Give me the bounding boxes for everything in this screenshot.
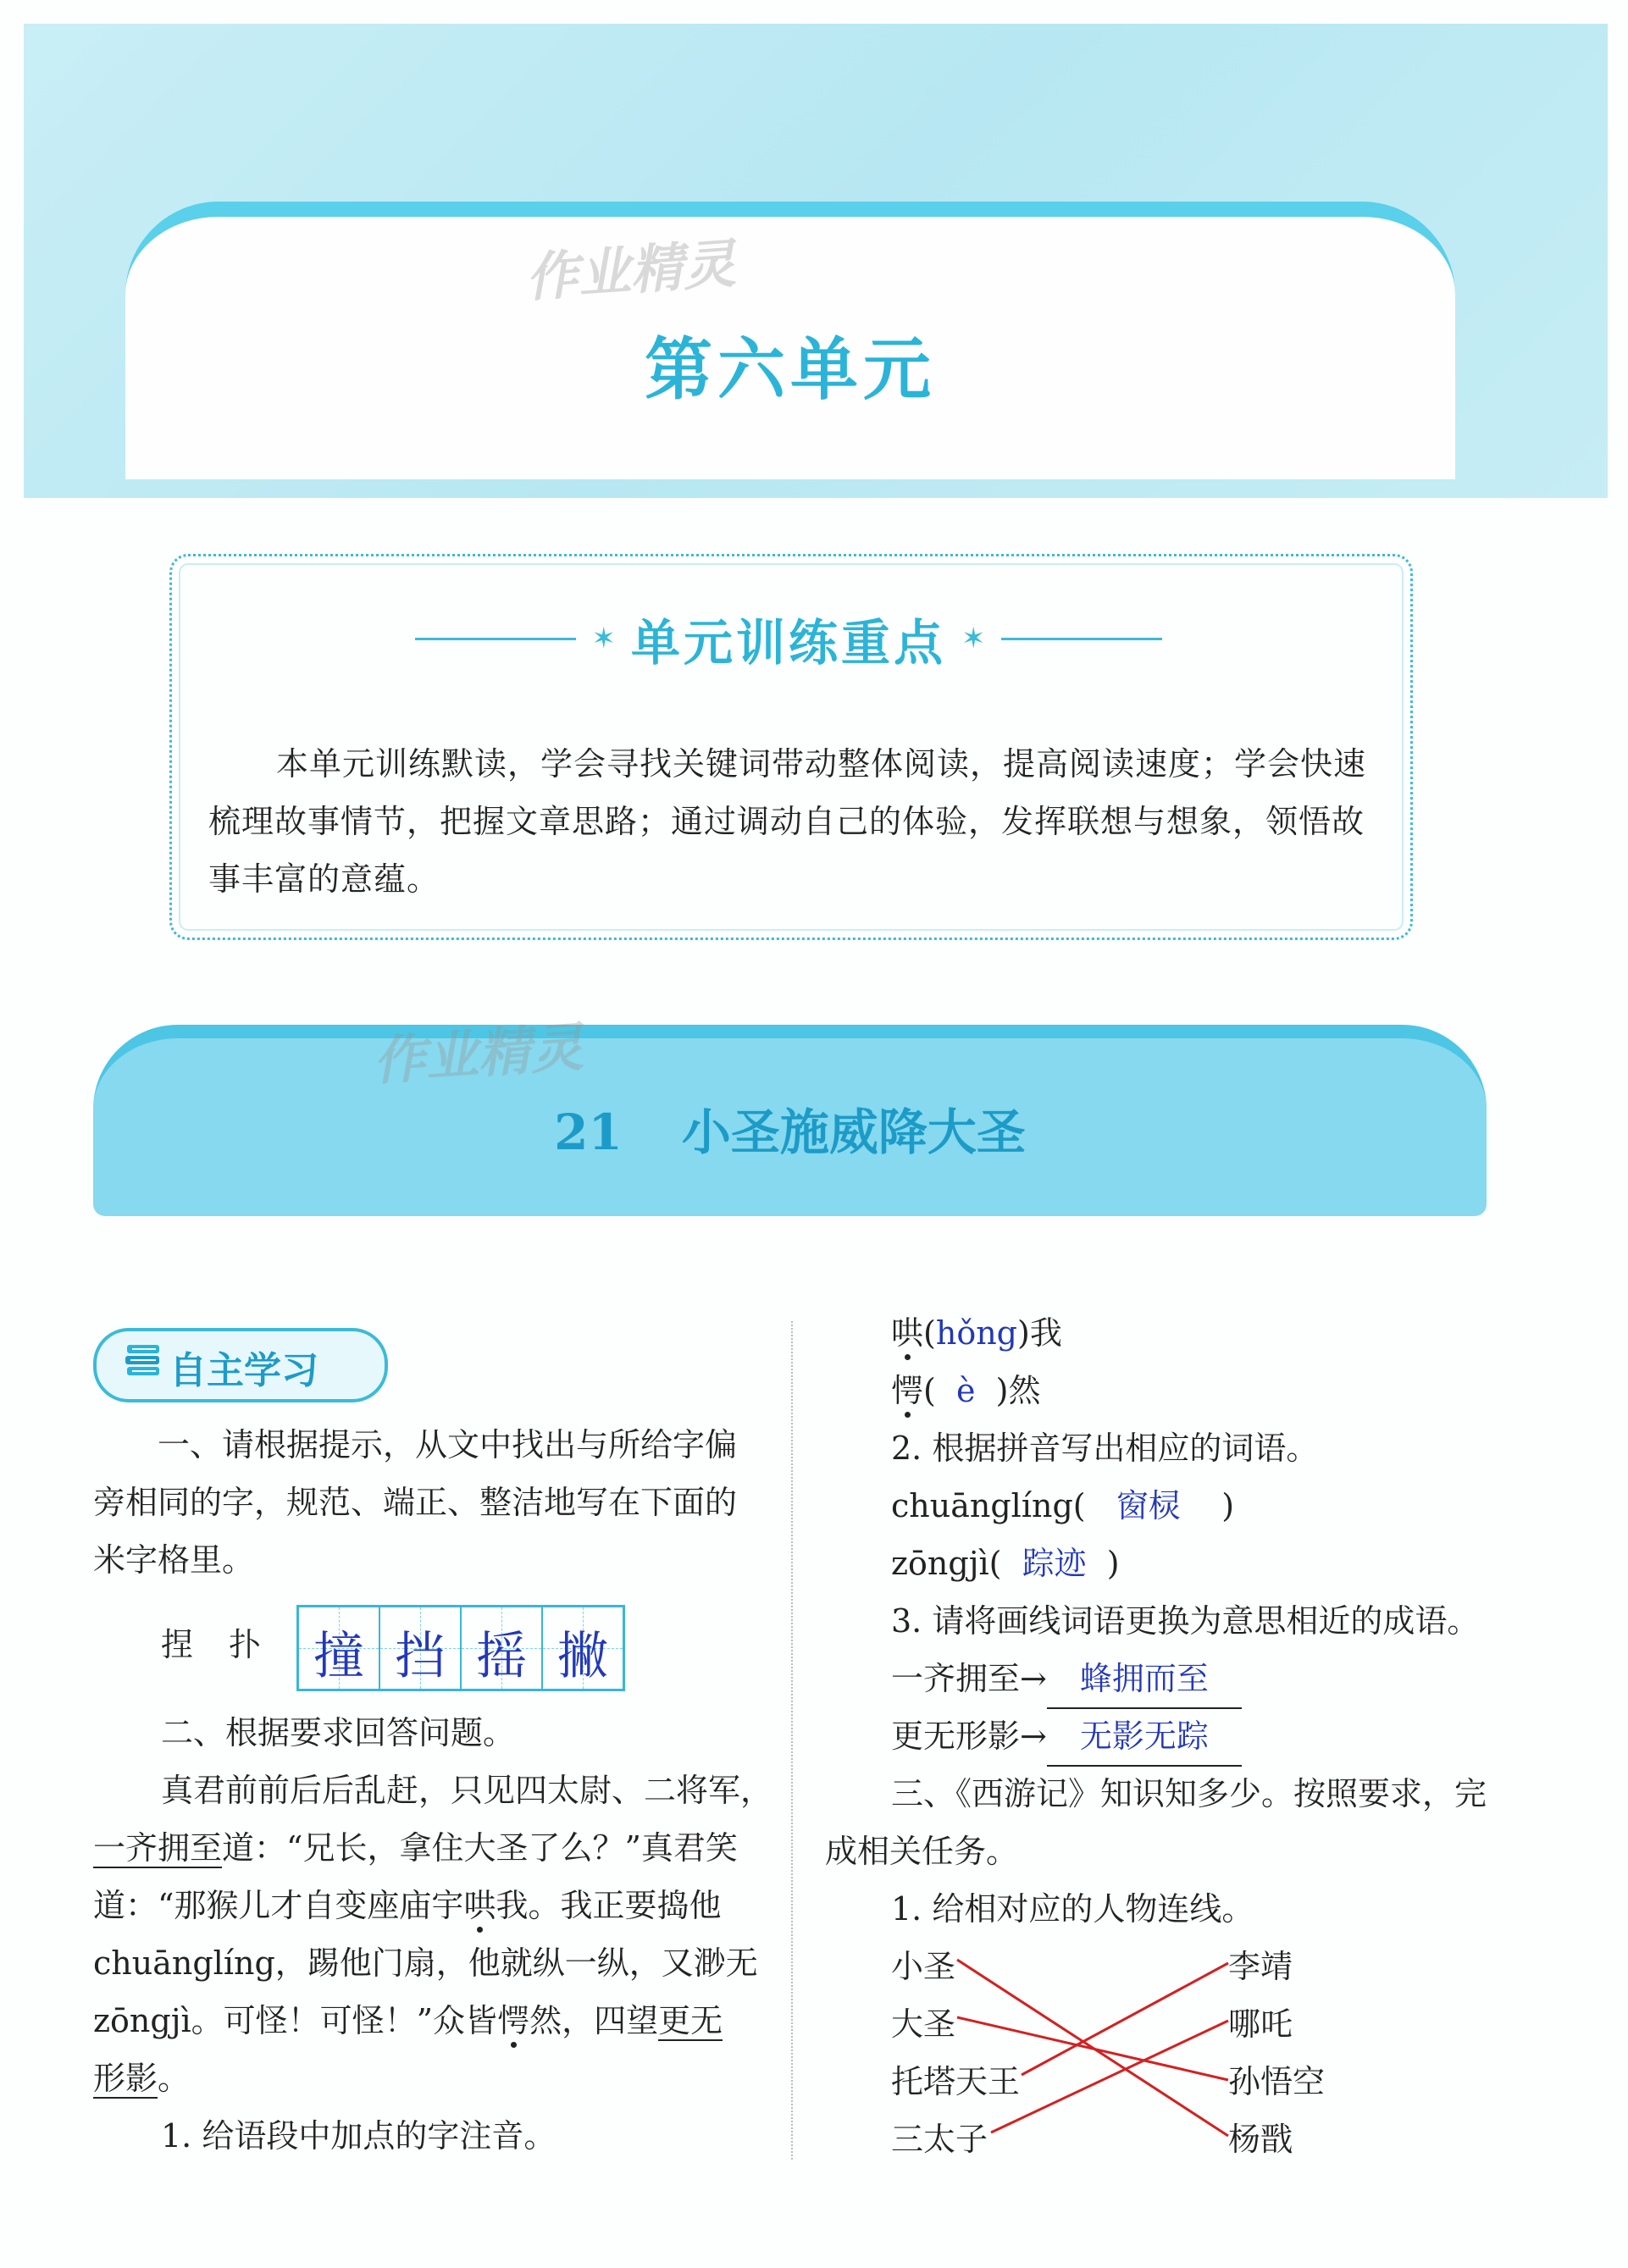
word-answer-line: chuānglíng( 窗棂 ) <box>891 1487 1235 1524</box>
sub-question-1: 1. 给语段中加点的字注音。 <box>161 2117 557 2155</box>
lesson-number: 21 <box>554 1104 623 1161</box>
passage-text: 然，四望 <box>529 2002 659 2039</box>
pinyin-answer: hǒng <box>935 1314 1017 1352</box>
pinyin-tail: 我 <box>1029 1314 1062 1352</box>
match-line <box>991 2021 1228 2132</box>
underlined-phrase: 形影 <box>93 2060 158 2097</box>
dotted-char: 哄 <box>891 1314 924 1352</box>
section-badge-label: 自主学习 <box>169 1349 318 1392</box>
passage-text: 。 <box>158 2060 191 2097</box>
key-points-paragraph: 本单元训练默读，学会寻找关键词带动整体阅读，提高阅读速度；学会快速梳理故事情节，把握文章思路；通过调动自己的体验，发挥联想与想象，领悟故事丰富的意蕴。 <box>208 745 1367 898</box>
passage-line <box>93 1877 721 1934</box>
key-points-title: 单元训练重点 <box>630 614 946 672</box>
idiom-phrase: 一齐拥至 <box>891 1660 1021 1697</box>
dotted-char: 愕 <box>497 2002 530 2039</box>
idiom-phrase: 更无形影 <box>891 1718 1021 1755</box>
idiom-answer: 蜂拥而至 <box>1047 1650 1242 1709</box>
pinyin-answer-line: 哄(hǒng)我 <box>891 1314 1062 1352</box>
dotted-char: 愕 <box>891 1372 924 1409</box>
sub-question-connect: 1. 给相对应的人物连线。 <box>891 1890 1254 1928</box>
match-line <box>1022 1963 1228 2075</box>
sub-question-3: 3. 请将画线词语更换为意思相近的成语。 <box>891 1602 1480 1640</box>
pinyin-prompt: chuānglíng <box>891 1487 1073 1524</box>
lesson-name: 小圣施威降大圣 <box>681 1104 1026 1161</box>
grid-answer: 撇 <box>557 1627 608 1686</box>
grid-cell <box>462 1607 543 1689</box>
right-character-name: 杨戬 <box>1228 2121 1293 2158</box>
pinyin-tail: 然 <box>1008 1372 1041 1409</box>
arrow-icon: → <box>1020 1718 1047 1755</box>
right-character-name: 孙悟空 <box>1228 2063 1326 2100</box>
pinyin-answer-line: 愕( è )然 <box>891 1372 1041 1409</box>
underlined-phrase: 更无 <box>658 2002 723 2039</box>
column-divider <box>791 1321 793 2160</box>
watermark: 作业精灵 <box>523 232 738 309</box>
sub-question-2: 2. 根据拼音写出相应的词语。 <box>891 1430 1319 1467</box>
passage-text: 道：“兄长，拿住大圣了么？”真君笑 <box>222 1829 738 1867</box>
heading-rule-right <box>1001 638 1162 640</box>
given-char: 扑 <box>229 1626 262 1663</box>
mizi-grid <box>296 1605 625 1691</box>
question-3: 三、《西游记》知识知多少。按照要求，完成相关任务。 <box>825 1775 1487 1870</box>
match-line <box>957 2017 1228 2080</box>
passage-line: chuānglíng，踢他门扇，他就纵一纵，又渺无 <box>93 1944 758 1982</box>
dotted-char: 哄 <box>463 1887 496 1924</box>
grid-answer: 撞 <box>313 1627 364 1686</box>
grid-answer: 摇 <box>476 1627 527 1686</box>
passage-line <box>93 2049 190 2107</box>
left-character-name: 大圣 <box>891 2005 956 2043</box>
lesson-title <box>93 1093 1487 1164</box>
grid-answer: 挡 <box>395 1627 446 1686</box>
left-character-name: 三太子 <box>891 2121 988 2158</box>
right-character-name: 李靖 <box>1228 1948 1293 1985</box>
question-2: 二、根据要求回答问题。 <box>161 1714 516 1751</box>
star-icon: ✶ <box>961 622 986 656</box>
word-answer-line: zōngjì( 踪迹 ) <box>891 1545 1120 1582</box>
right-character-name: 哪吒 <box>1228 2005 1293 2043</box>
passage-text: 道：“那猴儿才自变座庙宇 <box>93 1887 464 1924</box>
given-char: 捏 <box>161 1626 194 1663</box>
idiom-answer-line <box>891 1650 1242 1709</box>
passage-text: zōngjì。可怪！可怪！”众皆 <box>93 2002 498 2039</box>
passage-line <box>93 1819 738 1877</box>
left-character-name: 托塔天王 <box>891 2063 1021 2100</box>
question-1: 一、请根据提示，从文中找出与所给字偏旁相同的字，规范、端正、整洁地写在下面的米字格里。 <box>93 1426 738 1579</box>
matching-lines <box>891 1938 1247 2168</box>
unit-title: 第六单元 <box>645 329 936 409</box>
passage-line <box>93 1992 723 2049</box>
key-points-heading <box>169 603 1408 674</box>
watermark: 作业精灵 <box>371 1015 585 1093</box>
idiom-answer: 无影无踪 <box>1047 1707 1242 1767</box>
grid-cell <box>299 1607 380 1689</box>
grid-cell <box>380 1607 462 1689</box>
star-icon: ✶ <box>591 622 616 656</box>
underlined-phrase: 一齐拥至 <box>93 1829 223 1867</box>
pinyin-answer: è <box>956 1372 976 1409</box>
grid-cell <box>543 1607 623 1689</box>
books-icon <box>124 1340 164 1382</box>
word-answer: 踪迹 <box>1022 1545 1087 1582</box>
pinyin-prompt: zōngjì <box>891 1545 989 1582</box>
word-answer: 窗棂 <box>1116 1487 1181 1524</box>
heading-rule-left <box>415 638 576 640</box>
left-character-name: 小圣 <box>891 1948 956 1985</box>
passage-line: 真君前前后后乱赶，只见四太尉、二将军， <box>161 1772 773 1809</box>
passage-text: 我。我正要捣他 <box>496 1887 722 1924</box>
arrow-icon: → <box>1020 1660 1047 1697</box>
idiom-answer-line <box>891 1707 1242 1767</box>
